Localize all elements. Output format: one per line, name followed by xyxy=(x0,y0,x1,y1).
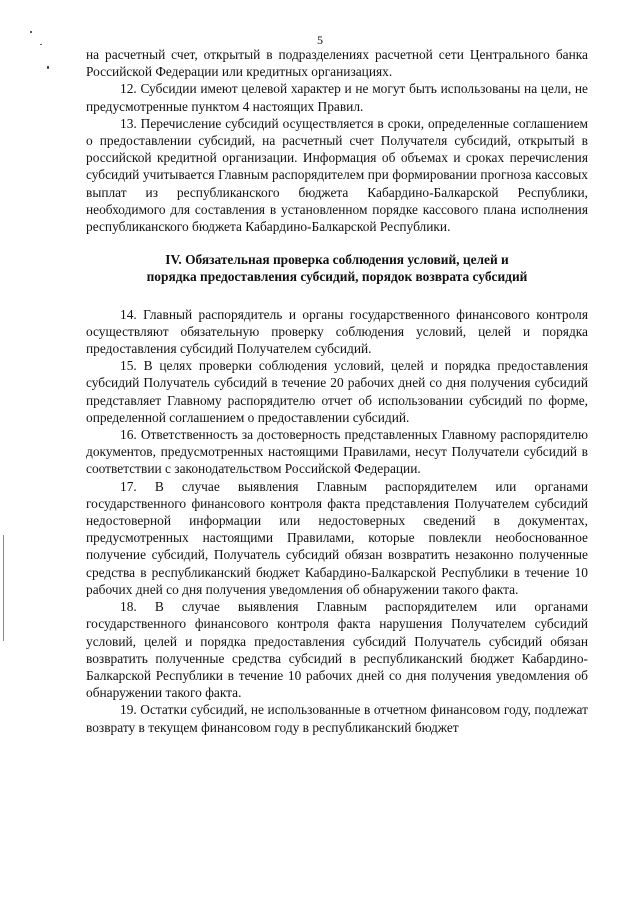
paragraph-19: 19. Остатки субсидий, не использованные в отчетном финансовом году, подлежат возврату в текущем финансовом году в республиканский бюджет xyxy=(86,702,588,735)
paragraph-17: 17. В случае выявления Главным распорядителем или органами государственного финансового контроля факта представления Получателем субсидий недостоверной информации или недостоверных сведений в документах, предусмотренных настоящими Правилами, которые повлекли необоснованное получение субсидий, Получатель субсидий обязан возвратить незаконно полученные средства в республиканский бюджет Кабардино-Балкарской Республики в течение 10 рабочих дней со дня получения уведомления об обнаружении такого факта. xyxy=(86,478,588,597)
section-heading-line-2: порядка предоставления субсидий, порядок возврата субсидий xyxy=(146,269,528,285)
section-heading-line-1: IV. Обязательная проверка соблюдения условий, целей и xyxy=(165,252,509,268)
scan-speck xyxy=(47,66,49,69)
page-number: 5 xyxy=(317,33,323,47)
paragraph-18: 18. В случае выявления Главным распорядителем или органами государственного финансового контроля факта нарушения Получателем субсидий условий, целей и порядка предоставления субсидий Получатель субсидий обязан возвратить полученные средства субсидий в республиканский бюджет Кабардино-Балкарской Республики в течение 10 рабочих дней со дня получения уведомления об обнаружении такого факта. xyxy=(86,599,588,701)
paragraph-continuation: на расчетный счет, открытый в подразделениях расчетной сети Центрального банка Российской Федерации или кредитных организациях. xyxy=(86,47,588,80)
paragraph-13: 13. Перечисление субсидий осуществляется в сроки, определенные соглашением о предоставлении субсидий, на расчетный счет Получателя субсидий, открытый в российской кредитной организации. Информация об объемах и сроках перечисления субсидий учитывается Главным распорядителем при формировании прогноза кассовых выплат из республиканского бюджета Кабардино-Балкарской Республики, необходимого для составления в установленном порядке кассового плана исполнения республиканского бюджета Кабардино-Балкарской Республики. xyxy=(86,115,588,235)
section-heading xyxy=(86,251,588,285)
spacer xyxy=(86,286,588,306)
paragraph-12: 12. Субсидии имеют целевой характер и не могут быть использованы на цели, не предусмотренные пунктом 4 настоящих Правил. xyxy=(86,81,588,114)
spacer xyxy=(86,235,588,251)
paragraph-15: 15. В целях проверки соблюдения условий, целей и порядка предоставления субсидий Получатель субсидий в течение 20 рабочих дней со дня получения субсидий представляет Главному распорядителю отчет об использовании субсидий по форме, определенной соглашением о предоставлении субсидий. xyxy=(86,358,588,425)
paragraph-14: 14. Главный распорядитель и органы государственного финансового контроля осуществляют обязательную проверку соблюдения условий, целей и порядка предоставления субсидий Получателем субсидий. xyxy=(86,306,588,357)
paragraph-16: 16. Ответственность за достоверность представленных Главному распорядителю документов, предусмотренных настоящими Правилами, несут Получатели субсидий в соответствии с законодательством Российской Федерации. xyxy=(86,427,588,477)
document-body xyxy=(86,46,588,736)
scan-edge-line xyxy=(3,535,4,641)
